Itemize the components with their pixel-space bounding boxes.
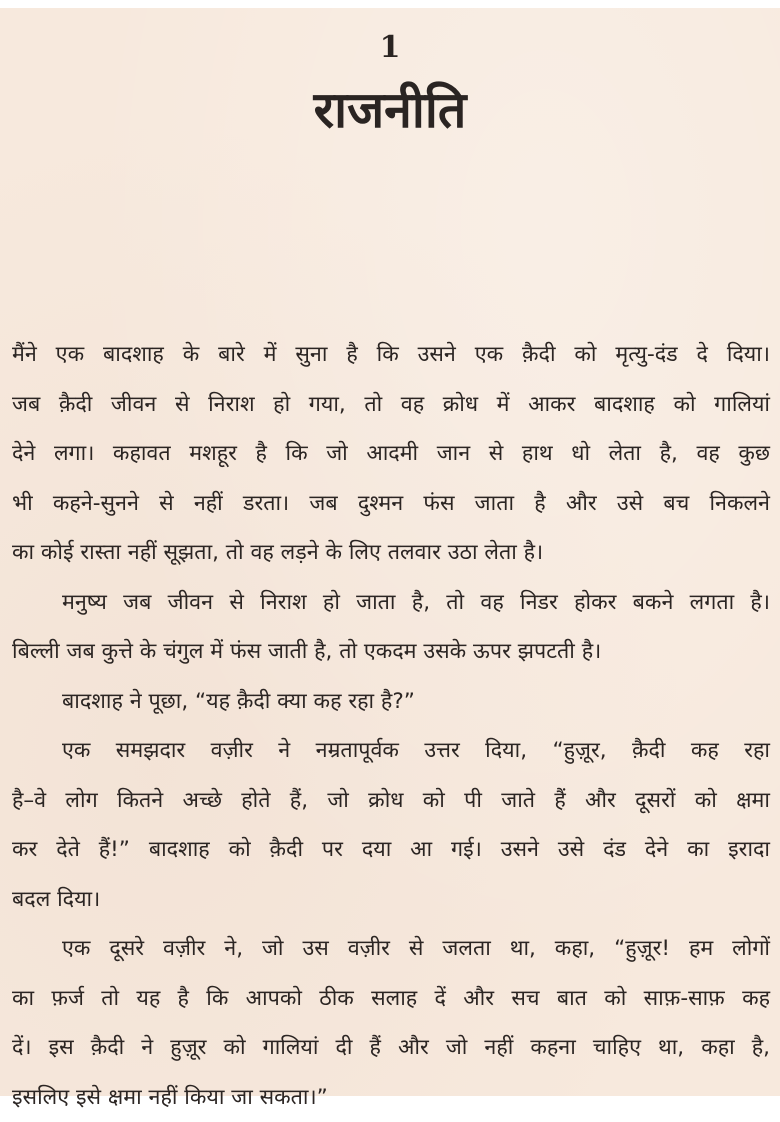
text-line: एक समझदार वज़ीर ने नम्रतापूर्वक उत्तर दिया, “हुज़ूर, क़ैदी कह रहा bbox=[12, 726, 770, 776]
text-line: बिल्ली जब कुत्ते के चंगुल में फंस जाती है, तो एकदम उसके ऊपर झपटती है। bbox=[12, 627, 770, 677]
chapter-number: 1 bbox=[0, 30, 780, 65]
chapter-title: राजनीति bbox=[0, 74, 780, 142]
text-line: बादशाह ने पूछा, “यह क़ैदी क्या कह रहा है?” bbox=[12, 677, 770, 727]
text-line: का कोई रास्ता नहीं सूझता, तो वह लड़ने के लिए तलवार उठा लेता है। bbox=[12, 528, 770, 578]
text-line: कर देते हैं!” बादशाह को क़ैदी पर दया आ गई। उसने उसे दंड देने का इरादा bbox=[12, 825, 770, 875]
text-line: दें। इस क़ैदी ने हुज़ूर को गालियां दी हैं और जो नहीं कहना चाहिए था, कहा है, bbox=[12, 1023, 770, 1073]
text-line: का फ़र्ज तो यह है कि आपको ठीक सलाह दें और सच बात को साफ़-साफ़ कह bbox=[12, 974, 770, 1024]
text-line: मनुष्य जब जीवन से निराश हो जाता है, तो वह निडर होकर बकने लगता है। bbox=[12, 578, 770, 628]
text-line: मैंने एक बादशाह के बारे में सुना है कि उसने एक क़ैदी को मृत्यु-दंड दे दिया। bbox=[12, 330, 770, 380]
book-page bbox=[0, 8, 780, 1096]
body-text bbox=[12, 330, 770, 1122]
text-line: एक दूसरे वज़ीर ने, जो उस वज़ीर से जलता था, कहा, “हुज़ूर! हम लोगों bbox=[12, 924, 770, 974]
text-line: बदल दिया। bbox=[12, 875, 770, 925]
text-line: देने लगा। कहावत मशहूर है कि जो आदमी जान से हाथ धो लेता है, वह कुछ bbox=[12, 429, 770, 479]
text-line: है–वे लोग कितने अच्छे होते हैं, जो क्रोध को पी जाते हैं और दूसरों को क्षमा bbox=[12, 776, 770, 826]
text-line: भी कहने-सुनने से नहीं डरता। जब दुश्मन फंस जाता है और उसे बच निकलने bbox=[12, 479, 770, 529]
text-line: इसलिए इसे क्षमा नहीं किया जा सकता।” bbox=[12, 1073, 770, 1122]
text-line: जब क़ैदी जीवन से निराश हो गया, तो वह क्रोध में आकर बादशाह को गालियां bbox=[12, 380, 770, 430]
